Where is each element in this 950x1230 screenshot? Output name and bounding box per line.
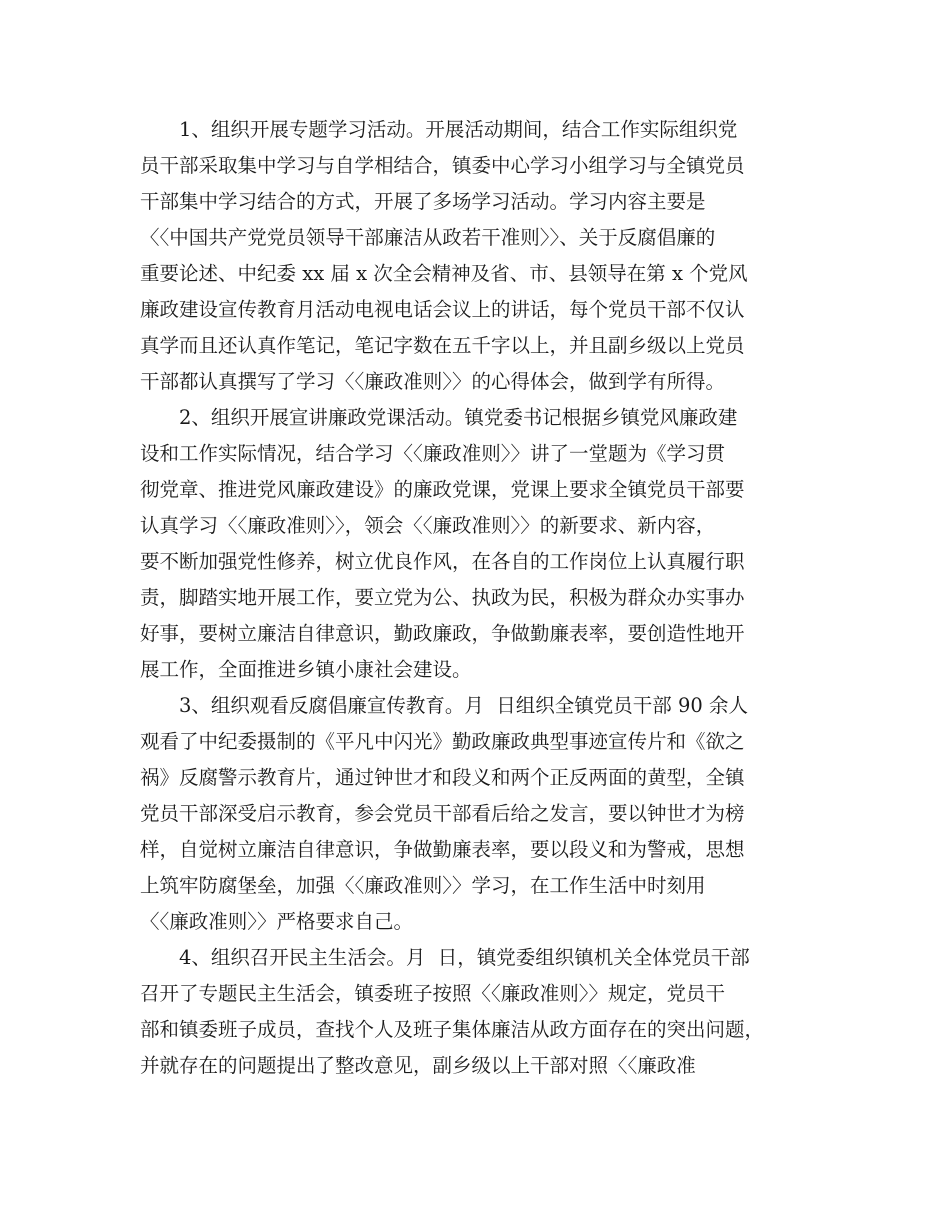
document-body <box>140 112 820 1084</box>
text-line: 要不断加强党性修养，树立优良作风，在各自的工作岗位上认真履行职 <box>140 550 745 573</box>
text-line: 3、组织观看反腐倡廉宣传教育。月 日组织全镇党员干部 90 余人 <box>140 694 749 717</box>
text-line: 部和镇委班子成员，查找个人及班子集体廉洁从政方面存在的突出问题， <box>140 1018 765 1041</box>
paragraph-2 <box>140 400 820 688</box>
paragraph-4 <box>140 940 820 1084</box>
text-line: 廉政建设宣传教育月活动电视电话会议上的讲话，每个党员干部不仅认 <box>140 298 745 321</box>
text-line: 认真学习〈〈廉政准则〉〉，领会〈〈廉政准则〉〉的新要求、新内容， <box>140 514 716 537</box>
text-line: 观看了中纪委摄制的《平凡中闪光》勤政廉政典型事迹宣传片和《欲之 <box>140 730 745 753</box>
paragraph-3 <box>140 688 820 940</box>
text-line: 党员干部深受启示教育，参会党员干部看后给之发言，要以钟世才为榜 <box>140 802 745 825</box>
text-line: 祸》反腐警示教育片，通过钟世才和段义和两个正反两面的黄型，全镇 <box>140 766 745 789</box>
text-line: 上筑牢防腐堡垒，加强〈〈廉政准则〉〉学习，在工作生活中时刻用 <box>140 874 706 897</box>
text-line: 员干部采取集中学习与自学相结合，镇委中心学习小组学习与全镇党员 <box>140 154 745 177</box>
text-line: 〈〈廉政准则〉〉严格要求自己。 <box>140 910 414 933</box>
text-line: 2、组织开展宣讲廉政党课活动。镇党委书记根据乡镇党风廉政建 <box>140 406 738 429</box>
text-line: 并就存在的问题提出了整改意见，副乡级以上干部对照〈〈廉政准 <box>140 1054 696 1077</box>
text-line: 干部都认真撰写了学习〈〈廉政准则〉〉的心得体会，做到学有所得。 <box>140 370 726 393</box>
text-line: 1、组织开展专题学习活动。开展活动期间，结合工作实际组织党 <box>140 118 738 141</box>
text-line: 责，脚踏实地开展工作，要立党为公、执政为民，积极为群众办实事办 <box>140 586 745 609</box>
text-line: 4、组织召开民主生活会。月 日，镇党委组织镇机关全体党员干部 <box>140 946 750 969</box>
text-line: 重要论述、中纪委 xx 届 x 次全会精神及省、市、县领导在第 x 个党风 <box>140 262 748 285</box>
paragraph-1 <box>140 112 820 400</box>
text-line: 样，自觉树立廉洁自律意识，争做勤廉表率，要以段义和为警戒，思想 <box>140 838 745 861</box>
text-line: 召开了专题民主生活会，镇委班子按照〈〈廉政准则〉〉规定，党员干 <box>140 982 726 1005</box>
text-line: 设和工作实际情况，结合学习〈〈廉政准则〉〉讲了一堂题为《学习贯 <box>140 442 726 465</box>
text-line: 干部集中学习结合的方式，开展了多场学习活动。学习内容主要是 <box>140 190 706 213</box>
text-line: 展工作，全面推进乡镇小康社会建设。 <box>140 658 472 681</box>
text-line: 〈〈中国共产党党员领导干部廉洁从政若干准则〉〉、关于反腐倡廉的 <box>140 226 716 249</box>
text-line: 好事，要树立廉洁自律意识，勤政廉政，争做勤廉表率，要创造性地开 <box>140 622 745 645</box>
text-line: 彻党章、推进党风廉政建设》的廉政党课，党课上要求全镇党员干部要 <box>140 478 745 501</box>
text-line: 真学而且还认真作笔记，笔记字数在五千字以上，并且副乡级以上党员 <box>140 334 745 357</box>
